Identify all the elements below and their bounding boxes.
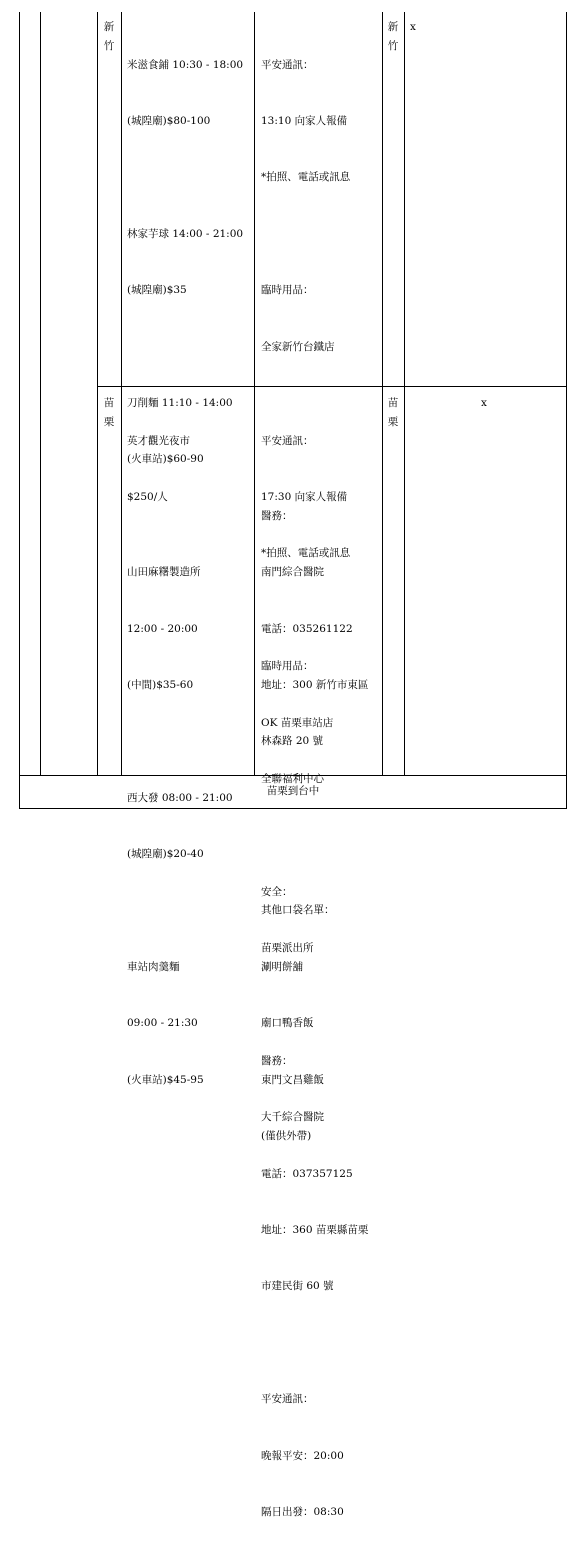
info-line: 市建民街 60 號 [261, 1280, 334, 1293]
info-line: 林森路 20 號 [261, 735, 324, 748]
table-divider [254, 12, 255, 776]
info-line: 南門綜合醫院 [261, 566, 324, 579]
info-line: 平安通訊： [261, 58, 314, 71]
table-divider [404, 12, 405, 776]
food-line: (城隍廟)$35 [127, 284, 187, 297]
table-divider [382, 12, 383, 776]
table-divider [40, 12, 41, 776]
mark-cell: x [410, 21, 416, 33]
city-cell [102, 394, 116, 432]
food-line: 山田麻糬製造所 [127, 566, 201, 579]
table-divider [97, 12, 98, 776]
city-char: 新 [387, 21, 399, 33]
info-line: 13:10 向家人報備 [261, 114, 348, 127]
city-char: 新 [103, 21, 115, 33]
food-line: 車站肉羹麵 [127, 960, 180, 973]
info-line: 廟口鴨香飯 [261, 1017, 314, 1030]
info-line: 其他口袋名單： [261, 904, 335, 917]
city-cell [102, 18, 116, 56]
city-char: 竹 [103, 39, 115, 52]
food-line: 09:00 - 21:30 [127, 1017, 198, 1030]
food-line: $250/人 [127, 490, 168, 503]
city-char: 栗 [103, 415, 115, 428]
info-line: 平安通訊： [261, 1393, 314, 1406]
info-line: 地址：300 新竹市東區 [261, 678, 369, 691]
info-line: 大千綜合醫院 [261, 1111, 324, 1124]
info-line: 醫務： [261, 509, 293, 522]
table-border-right [566, 12, 567, 809]
info-line: 平安通訊： [261, 434, 314, 447]
info-line: 臨時用品： [261, 284, 314, 297]
info-line: 隔日出發：08:30 [261, 1506, 344, 1519]
food-line: (火車站)$45-95 [127, 1073, 204, 1086]
info-line: 臨時用品： [261, 660, 314, 673]
info-line: OK 苗栗車站店 [261, 716, 334, 729]
info-line: 晚報平安：20:00 [261, 1449, 344, 1462]
city-char: 苗 [387, 397, 399, 409]
info-line: 17:30 向家人報備 [261, 490, 348, 503]
city-char: 竹 [387, 39, 399, 52]
info-line: 醫務： [261, 1054, 293, 1067]
food-cell [127, 18, 243, 1127]
info-line: (僅供外帶) [261, 1130, 312, 1143]
city-cell-secondary [386, 18, 400, 56]
table-divider [121, 12, 122, 776]
food-line: 英才觀光夜市 [127, 434, 190, 447]
mark-cell: x [481, 397, 487, 409]
food-line: 林家芋球 14:00 - 21:00 [127, 227, 244, 240]
food-line: (城隍廟)$80-100 [127, 114, 211, 127]
city-cell-secondary [386, 394, 400, 432]
info-line: 全家新竹台鐵店 [261, 340, 335, 353]
section-footer: 苗栗到台中 [266, 785, 320, 797]
city-char: 苗 [103, 397, 115, 409]
food-line: 米滋食鋪 10:30 - 18:00 [127, 58, 244, 71]
info-line: *拍照、電話或訊息 [261, 547, 351, 560]
info-line: 安全： [261, 885, 293, 898]
info-line: 電話：037357125 [261, 1167, 353, 1180]
food-line: (城隍廟)$20-40 [127, 848, 204, 861]
food-line: 刀削麵 11:10 - 14:00 [127, 396, 233, 409]
city-char: 栗 [387, 415, 399, 428]
info-line: 東門文昌雞飯 [261, 1073, 324, 1086]
food-line: (中間)$35-60 [127, 678, 194, 691]
info-line: 電話：035261122 [261, 622, 353, 635]
info-line: 地址：360 苗栗縣苗栗 [261, 1224, 369, 1237]
info-line: 涮明餅舖 [261, 960, 303, 973]
food-line: 西大發 08:00 - 21:00 [127, 791, 233, 804]
food-line: 12:00 - 20:00 [127, 622, 198, 635]
info-line: 苗栗派出所 [261, 942, 314, 955]
table-border-left [19, 12, 20, 809]
food-line: (火車站)$60-90 [127, 453, 204, 466]
info-line: *拍照、電話或訊息 [261, 171, 351, 184]
info-line: 全聯福利中心 [261, 772, 324, 785]
food-cell [127, 394, 190, 544]
info-cell [261, 394, 368, 1559]
